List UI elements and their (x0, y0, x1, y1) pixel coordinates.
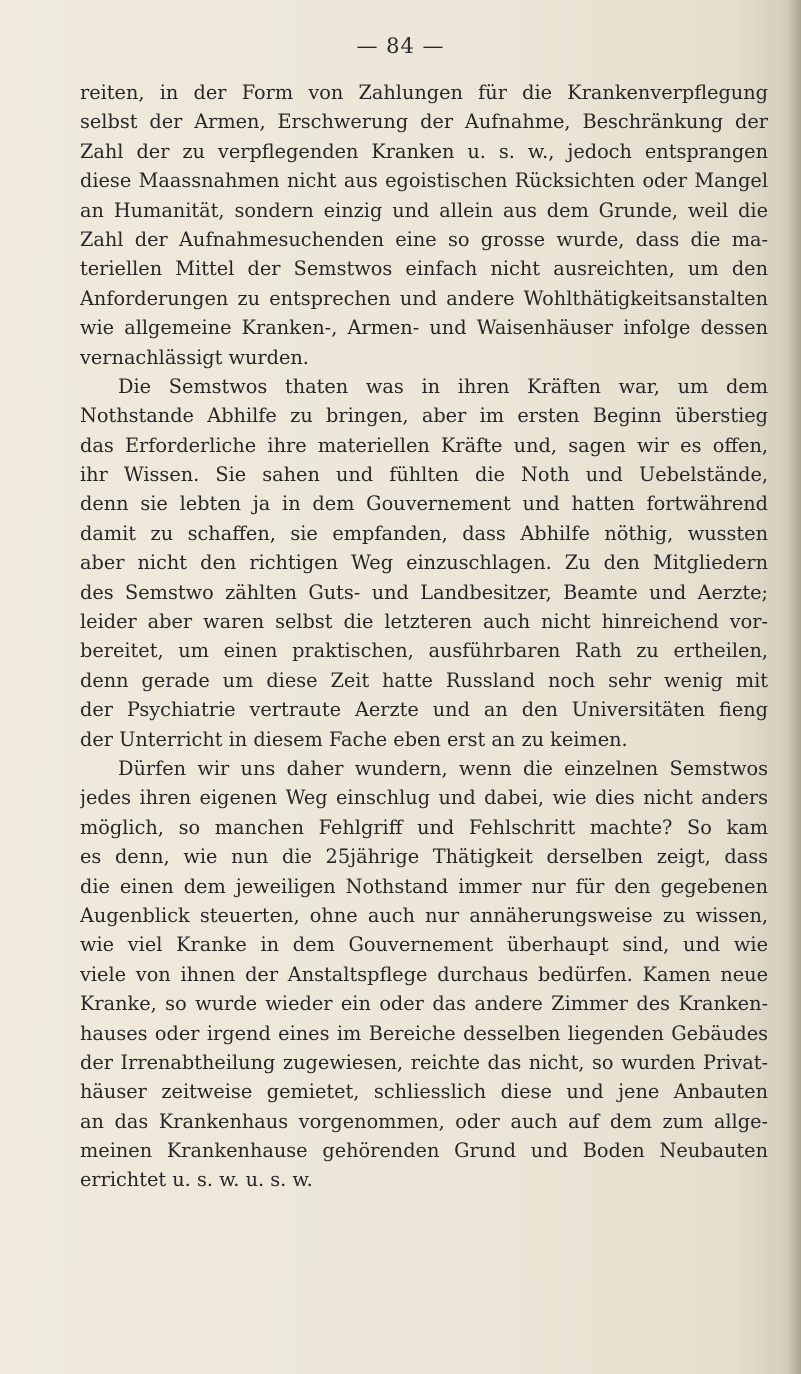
text-line: Nothstande Abhilfe zu bringen, aber im ersten Beginn überstieg (80, 404, 768, 428)
page-number: — 84 — (356, 34, 445, 58)
text-line: an Humanität, sondern einzig und allein aus dem Grunde, weil die (80, 198, 768, 222)
paragraph-end-line: vernachlässigt wurden. (80, 345, 309, 369)
text-line: teriellen Mittel der Semstwos einfach nicht ausreichten, um den (80, 257, 768, 281)
text-line: des Semstwo zählten Guts- und Landbesitzer, Beamte und Aerzte; (80, 580, 768, 604)
text-line: es denn, wie nun die 25jährige Thätigkeit derselben zeigt, dass (80, 845, 768, 869)
text-line: reiten, in der Form von Zahlungen für die Krankenverpflegung (80, 81, 768, 104)
paragraph-end-line: der Unterricht in diesem Fache eben erst an zu keimen. (80, 727, 628, 751)
text-line: der Psychiatrie vertraute Aerzte und an den Universitäten fieng (80, 698, 768, 722)
text-line: selbst der Armen, Erschwerung der Aufnahme, Beschränkung der (80, 110, 768, 134)
text-line: meinen Krankenhause gehörenden Grund und Boden Neubauten (80, 1139, 768, 1163)
text-line: Augenblick steuerten, ohne auch nur annäherungsweise zu wissen, (80, 903, 768, 927)
text-line: diese Maassnahmen nicht aus egoistischen Rücksichten oder Mangel (80, 169, 768, 193)
text-line: wie allgemeine Kranken-, Armen- und Waisenhäuser infolge dessen (80, 316, 768, 340)
text-line: aber nicht den richtigen Weg einzuschlagen. Zu den Mitgliedern (80, 551, 768, 575)
text-line: bereitet, um einen praktischen, ausführbaren Rath zu ertheilen, (80, 639, 768, 663)
text-line: Anforderungen zu entsprechen und andere Wohlthätigkeitsanstalten (80, 286, 768, 310)
text-line: Zahl der Aufnahmesuchenden eine so grosse wurde, dass die ma- (80, 227, 768, 251)
text-line: der Irrenabtheilung zugewiesen, reichte das nicht, so wurden Privat- (80, 1050, 768, 1074)
paragraph-start-line: Dürfen wir uns daher wundern, wenn die einzelnen Semstwos (118, 756, 768, 780)
text-line: die einen dem jeweiligen Nothstand immer nur für den gegebenen (80, 874, 768, 898)
text-line: leider aber waren selbst die letzteren auch nicht hinreichend vor- (80, 610, 768, 634)
text-line: ihr Wissen. Sie sahen und fühlten die Noth und Uebelstände, (80, 463, 768, 487)
paragraph-end-line: errichtet u. s. w. u. s. w. (80, 1168, 313, 1192)
text-line: an das Krankenhaus vorgenommen, oder auch auf dem zum allge- (80, 1109, 768, 1133)
text-line: das Erforderliche ihre materiellen Kräfte und, sagen wir es offen, (80, 433, 768, 457)
text-line: Zahl der zu verpflegenden Kranken u. s. w., jedoch entsprangen (80, 139, 768, 163)
body-text (80, 78, 768, 1195)
text-line: jedes ihren eigenen Weg einschlug und dabei, wie dies nicht anders (80, 786, 768, 810)
text-line: Kranke, so wurde wieder ein oder das andere Zimmer des Kranken- (80, 992, 768, 1016)
paragraph-start-line: Die Semstwos thaten was in ihren Kräften war, um dem (118, 374, 768, 398)
text-line: damit zu schaffen, sie empfanden, dass Abhilfe nöthig, wussten (80, 521, 768, 545)
text-line: möglich, so manchen Fehlgriff und Fehlschritt machte? So kam (80, 815, 768, 839)
text-line: hauses oder irgend eines im Bereiche desselben liegenden Gebäudes (80, 1021, 768, 1045)
page-edge-shadow (787, 0, 801, 1374)
text-line: häuser zeitweise gemietet, schliesslich diese und jene Anbauten (80, 1080, 768, 1104)
text-line: viele von ihnen der Anstaltspflege durchaus bedürfen. Kamen neue (80, 962, 768, 986)
text-line: denn sie lebten ja in dem Gouvernement und hatten fortwährend (80, 492, 768, 516)
text-line: denn gerade um diese Zeit hatte Russland noch sehr wenig mit (80, 668, 768, 692)
text-line: wie viel Kranke in dem Gouvernement überhaupt sind, und wie (80, 933, 768, 957)
